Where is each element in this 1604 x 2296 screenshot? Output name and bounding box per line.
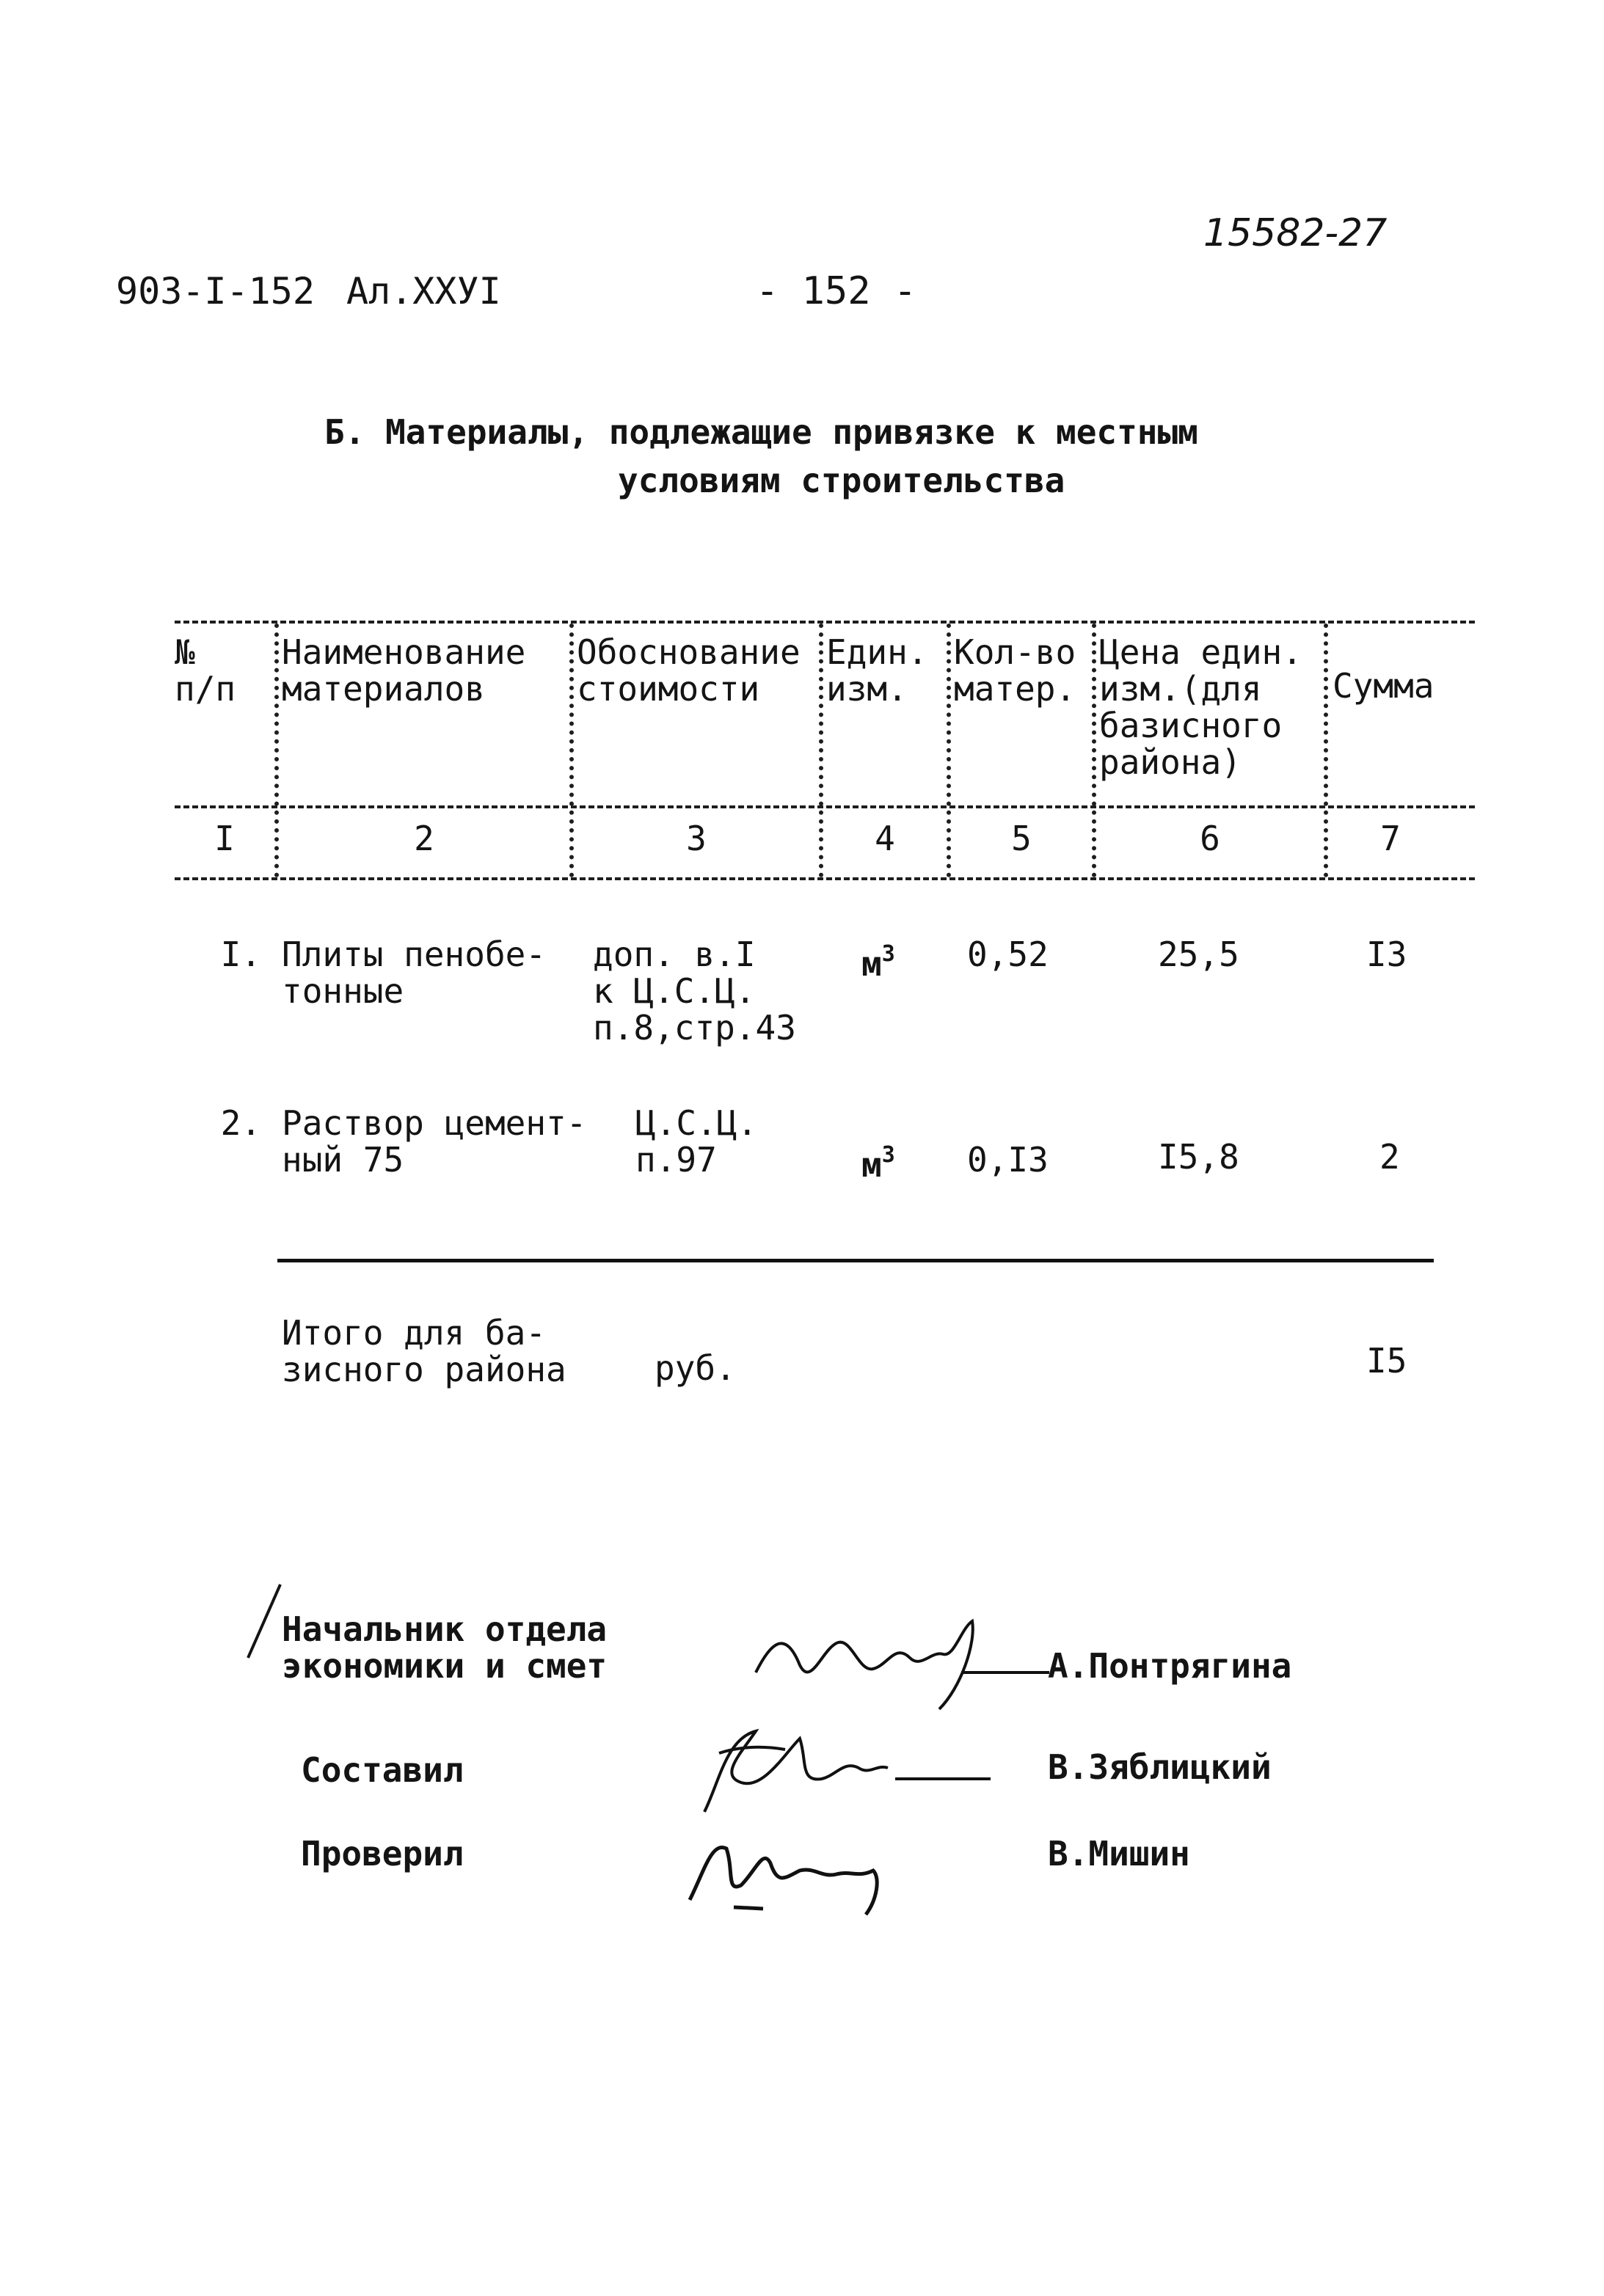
total-sum: I5 bbox=[1366, 1341, 1407, 1381]
header-cost-basis: Обоснование стоимости bbox=[577, 632, 801, 709]
column-number-1: I bbox=[214, 819, 235, 858]
section-title-line2: условиям строительства bbox=[618, 461, 1065, 500]
signature-1-strokes bbox=[741, 1599, 1057, 1716]
header-sum: Сумма bbox=[1333, 666, 1435, 706]
signature-3 bbox=[682, 1827, 917, 1925]
signatory-name-2: В.Зяблицкий bbox=[1048, 1747, 1272, 1787]
column-number-3: 3 bbox=[686, 819, 707, 858]
signatory-name-1: А.Понтрягина bbox=[1048, 1646, 1292, 1686]
header-material-name: Наименование материалов bbox=[282, 632, 526, 709]
row-number: 2. bbox=[220, 1103, 261, 1143]
table-header-rule bbox=[175, 805, 1475, 808]
total-unit: руб. bbox=[655, 1348, 736, 1388]
unit bbox=[861, 1137, 895, 1183]
column-number-4: 4 bbox=[875, 819, 895, 858]
signature-2 bbox=[675, 1709, 998, 1837]
signature-1 bbox=[741, 1599, 1057, 1719]
unit-price: I5,8 bbox=[1158, 1137, 1239, 1177]
sum: 2 bbox=[1379, 1137, 1400, 1177]
signatory-role-1: Начальник отдела экономики и смет bbox=[282, 1609, 608, 1686]
unit-exponent: 3 bbox=[881, 941, 895, 967]
material-name: Плиты пенобе- тонные bbox=[282, 935, 547, 1011]
signatory-role-2: Составил bbox=[301, 1750, 464, 1790]
total-label: Итого для ба- зисного района bbox=[282, 1313, 566, 1389]
column-number-2: 2 bbox=[414, 819, 434, 858]
header-unit: Един. изм. bbox=[826, 632, 928, 709]
cost-basis: доп. в.I к Ц.С.Ц. п.8,стр.43 bbox=[593, 935, 796, 1048]
column-number-6: 6 bbox=[1200, 819, 1220, 858]
column-number-7: 7 bbox=[1380, 819, 1401, 858]
column-number-5: 5 bbox=[1011, 819, 1032, 858]
unit-text: м bbox=[861, 1145, 882, 1185]
doc-code: 903-I-152 bbox=[116, 270, 315, 312]
sum: I3 bbox=[1366, 935, 1407, 974]
unit-price: 25,5 bbox=[1158, 935, 1239, 974]
header-number: № п/п bbox=[175, 632, 236, 709]
quantity: 0,52 bbox=[967, 935, 1049, 974]
unit-text: м bbox=[861, 944, 882, 984]
signature-3-strokes bbox=[682, 1827, 917, 1922]
header-unit-price: Цена един. изм.(для базисного района) bbox=[1099, 632, 1302, 782]
table-top-rule bbox=[175, 621, 1475, 624]
cost-basis: Ц.С.Ц. п.97 bbox=[635, 1103, 758, 1180]
total-rule bbox=[277, 1259, 1434, 1262]
header-quantity: Кол-во матер. bbox=[954, 632, 1076, 709]
slash-mark bbox=[242, 1577, 286, 1665]
top-number: 15582-27 bbox=[1203, 211, 1388, 255]
signature-2-strokes bbox=[675, 1709, 998, 1834]
material-name: Раствор цемент- ный 75 bbox=[282, 1103, 587, 1180]
page-number: - 152 - bbox=[756, 269, 917, 313]
unit bbox=[861, 936, 895, 982]
signatory-role-3: Проверил bbox=[301, 1834, 464, 1873]
table-number-rule bbox=[175, 877, 1475, 880]
unit-exponent: 3 bbox=[881, 1142, 895, 1168]
section-title-line1: Б. Материалы, подлежащие привязке к местным bbox=[324, 412, 1198, 452]
album-number: Ал.XXУI bbox=[346, 270, 501, 312]
quantity: 0,I3 bbox=[967, 1140, 1049, 1180]
signatory-name-3: В.Мишин bbox=[1048, 1834, 1190, 1873]
row-number: I. bbox=[220, 935, 261, 974]
